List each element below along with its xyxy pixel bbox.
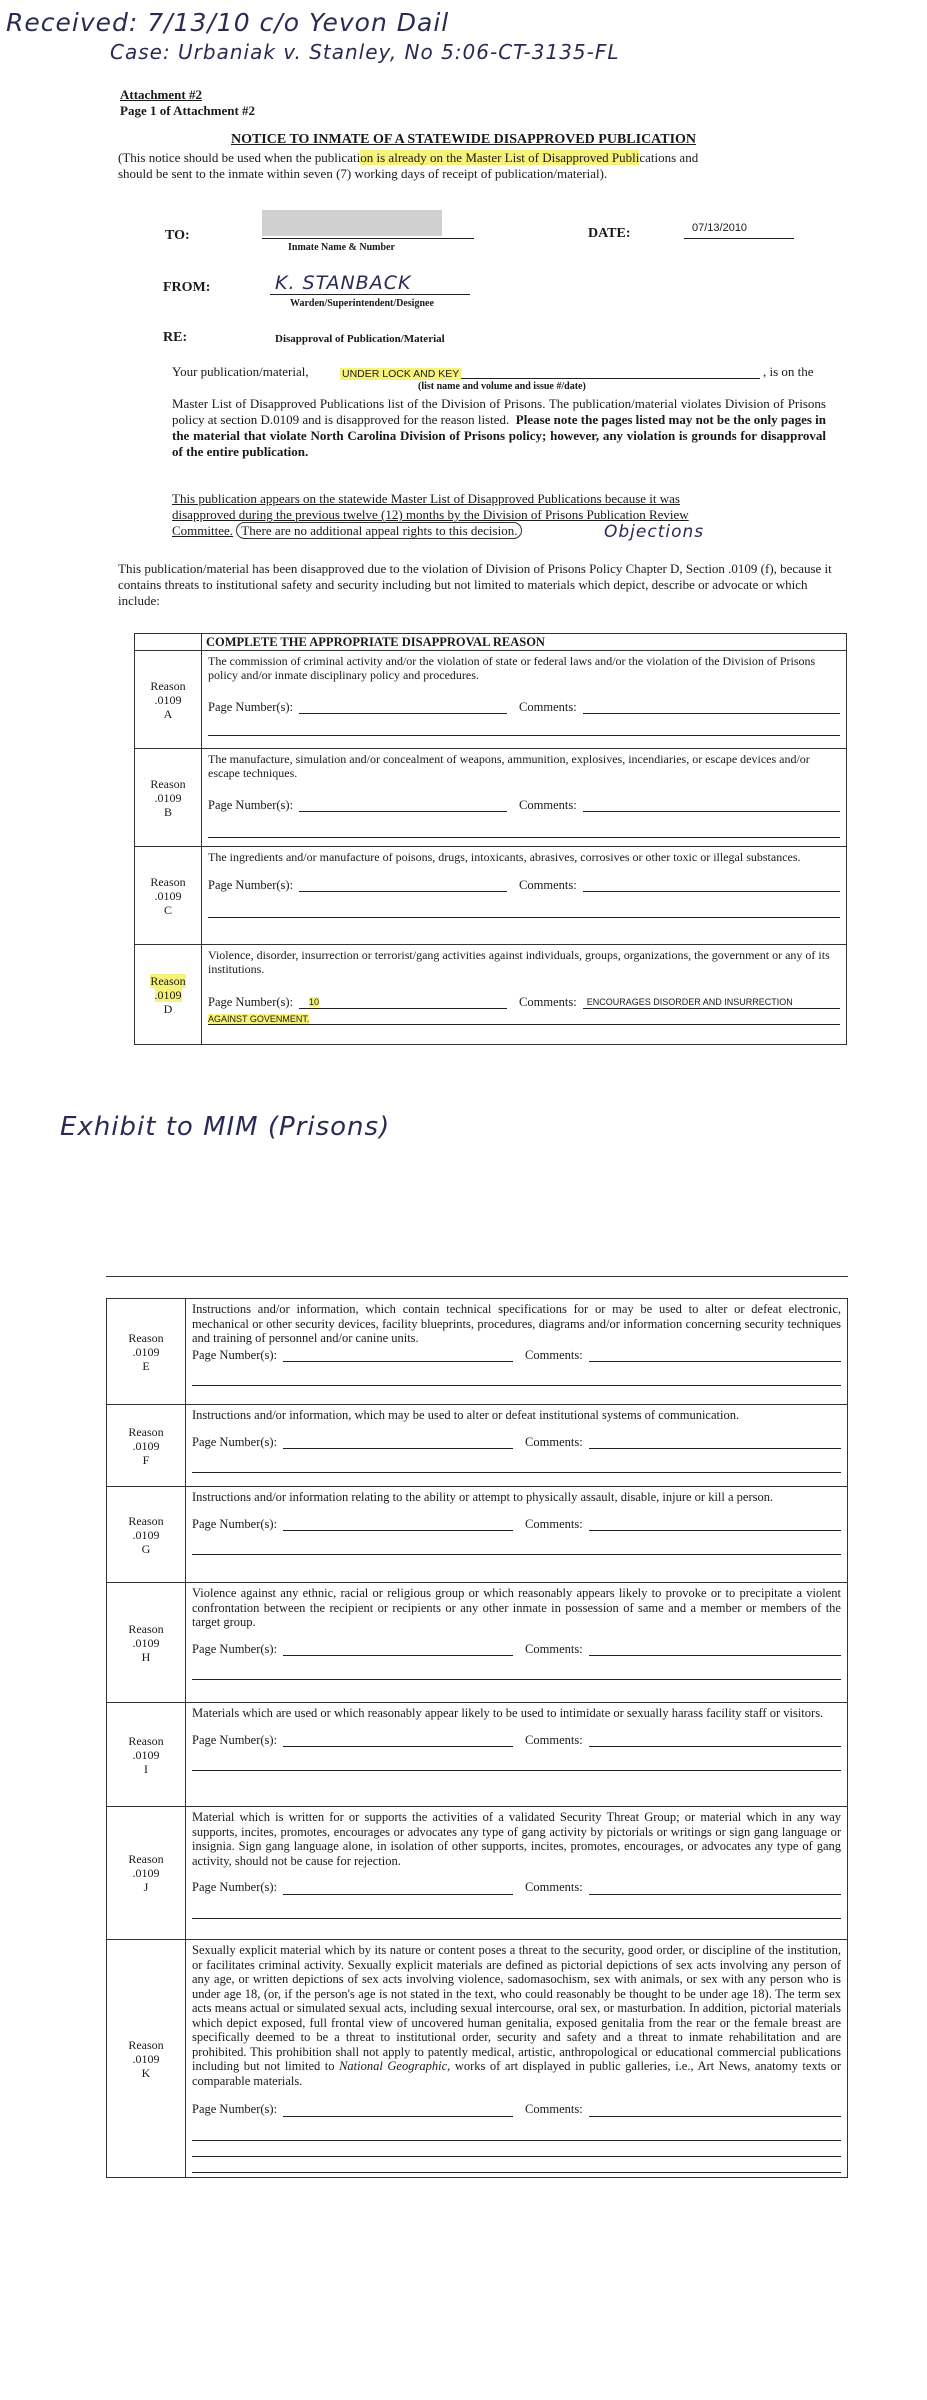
attachment-page: Page 1 of Attachment #2: [120, 103, 256, 118]
page-numbers-field-c[interactable]: [299, 879, 507, 892]
subtitle-text-end: cations and: [639, 150, 699, 165]
comments-label: Comments:: [519, 878, 577, 892]
from-signature: K. STANBACK: [275, 272, 412, 294]
attachment-label: Attachment #2: [120, 87, 202, 102]
page-numbers-field-f[interactable]: [283, 1436, 513, 1449]
page-numbers-label: Page Number(s):: [192, 1516, 278, 1531]
reason-row-f: [107, 1405, 848, 1487]
comments-field-c[interactable]: [583, 879, 840, 892]
re-value: Disapproval of Publication/Material: [275, 333, 445, 345]
to-label: TO:: [165, 228, 190, 243]
reason-row-i: [107, 1703, 848, 1807]
reason-text-after-k: works of art displayed in public galleries, i.e., Art News, anatomy texts or comparable materials.: [192, 2059, 842, 2088]
comments-line-j[interactable]: [192, 1905, 841, 1919]
comments-label: Comments:: [525, 1516, 583, 1531]
reason-text-g: Instructions and/or information relating to the ability or attempt to physically assault, disable, injure or kill a person.: [192, 1490, 774, 1504]
pub-caption: (list name and volume and issue #/date): [418, 381, 586, 392]
page-numbers-field-a[interactable]: [299, 701, 507, 714]
reason-code-j: Reason .0109 J: [107, 1807, 186, 1940]
comments-line-e[interactable]: [192, 1372, 841, 1386]
handwritten-received-note: Received: 7/13/10 c/o Yevon Dail: [6, 8, 450, 37]
comments-field-b[interactable]: [583, 799, 840, 812]
comments-label: Comments:: [525, 1880, 583, 1894]
reason-row-j: [107, 1807, 848, 1940]
from-line: [270, 294, 470, 295]
reason-row-e: [107, 1299, 848, 1405]
page-numbers-label: Page Number(s):: [192, 1434, 278, 1449]
pub-value: UNDER LOCK AND KEY: [342, 368, 460, 380]
page-numbers-label: Page Number(s):: [192, 1641, 278, 1656]
page-numbers-label: Page Number(s):: [192, 2102, 278, 2116]
page-numbers-label: Page Number(s):: [192, 1732, 278, 1747]
comments-value-d-2: AGAINST GOVENMENT.: [208, 1014, 310, 1024]
comments-line-g[interactable]: [192, 1541, 841, 1555]
comments-label: Comments:: [525, 1347, 583, 1362]
reason-text-h: Violence against any ethnic, racial or religious group or which reasonably appears likely to provoke or to precipitate a violent confrontation between the recipient or recipients or any other inmate in possession of same and a member or members of the target group.: [192, 1586, 841, 1629]
redacted-inmate-name: [262, 210, 442, 236]
comments-field-f[interactable]: [589, 1436, 841, 1449]
comments-field-d[interactable]: [583, 994, 840, 1009]
reason-row-k: [107, 1940, 848, 2178]
comments-field-h[interactable]: [589, 1643, 841, 1656]
from-label: FROM:: [163, 280, 211, 295]
pub-line: [340, 364, 760, 379]
reason-code-c: Reason .0109 C: [135, 847, 202, 945]
reason-text-k: Sexually explicit material which by its nature or content poses a threat to the security, good order, or discipline of the institution, or facilitates criminal activity. Sexually explicit materials are defined as pictorial depictions of sex acts involving any person of any age, or written depictions of sex acts involving violence, sadomasochism, sex with animals, or sex with any person who is under age 18, (or, if the person's age is not stated in the text, who could reasonably be thought to be under age 18). The term sex acts means actual or simulated sexual acts, including sexual intercourse, oral sex, or masturbation. In addition, pictorial materials which depict exposed, full frontal view of uncovered human genitalia, exposed genitalia from the rear or the female breast are specifically deemed to be a threat to institutional order, security and safety and a threat to inmate rehabilitation and are prohibited. This prohibition shall not apply to patently medical, artistic, anthropological or educational commercial publications including but not limited to: [192, 1943, 841, 2073]
page-numbers-field-h[interactable]: [283, 1643, 513, 1656]
date-value: 07/13/2010: [692, 222, 748, 234]
reason-code-d: Reason .0109 D: [135, 945, 202, 1045]
notice-subtitle: [118, 150, 838, 182]
subtitle-line2: should be sent to the inmate within seven (7) working days of receipt of publication/material).: [118, 166, 608, 181]
reason-code-i: Reason .0109 I: [107, 1703, 186, 1807]
inmate-line: [262, 238, 474, 239]
comments-field-a[interactable]: [583, 701, 840, 714]
table-header: COMPLETE THE APPROPRIATE DISAPPROVAL REASON: [202, 634, 847, 651]
comments-label: Comments:: [519, 798, 577, 812]
paragraph-disapproved-reason: This publication/material has been disapproved due to the violation of Division of Prisons Policy Chapter D, Section .0109 (f), because it contains threats to institutional safety and security including but not limited to materials which depict, describe or advocate or which include:: [118, 561, 832, 608]
comments-field-k[interactable]: [589, 2104, 841, 2117]
comments-line-c[interactable]: [208, 904, 840, 918]
pub-suffix: , is on the: [763, 364, 814, 379]
reason-row-b: [135, 749, 847, 847]
reason-row-d: [135, 945, 847, 1045]
reason-text-e: Instructions and/or information, which contain technical specifications for or may be used to alter or defeat electronic, mechanical or other security devices, facility blueprints, procedures, diagrams and/or information concerning security techniques and training of personnel and/or canine units.: [192, 1302, 841, 1345]
reason-text-i: Materials which are used or which reasonably appear likely to be used to intimidate or sexually harass facility staff or visitors.: [192, 1706, 824, 1720]
comments-field-g[interactable]: [589, 1518, 841, 1531]
reason-code-a: Reason .0109 A: [135, 651, 202, 749]
page-numbers-field-b[interactable]: [299, 799, 507, 812]
page-numbers-value-d: 10: [309, 997, 320, 1007]
pub-prefix: Your publication/material,: [172, 364, 309, 379]
comments-line-k[interactable]: [192, 2127, 841, 2141]
handwritten-objections: Objections: [604, 522, 705, 542]
page-numbers-field-g[interactable]: [283, 1518, 513, 1531]
comments-label: Comments:: [519, 995, 577, 1009]
reason-text-j: Material which is written for or supports the activities of a validated Security Threat Group; or material which in any way supports, incites, promotes, encourages or advocates any type of gang activity by pictorials or writings or sign gang language or insignia. Sign gang language alone, in isolation of other supports, incites, promotes, encourages, or advocates any type of gang activity, should not be cause for rejection.: [192, 1810, 841, 1868]
page-numbers-label: Page Number(s):: [208, 700, 294, 714]
page-numbers-field-j[interactable]: [283, 1882, 513, 1895]
reason-code-k: Reason .0109 K: [107, 1940, 186, 2178]
date-label: DATE:: [588, 226, 631, 241]
comments-label: Comments:: [525, 1434, 583, 1449]
reason-text-d: Violence, disorder, insurrection or terrorist/gang activities against individuals, groups, organizations, the government or any of its institutions.: [208, 948, 830, 976]
comments-field-j[interactable]: [589, 1882, 841, 1895]
notice-title: NOTICE TO INMATE OF A STATEWIDE DISAPPROVED PUBLICATION: [230, 132, 697, 147]
reason-text-a: The commission of criminal activity and/or the violation of state or federal laws and/or the violation of the Division of Prisons policy and/or inmate disciplinary policy and procedures.: [208, 654, 816, 682]
reason-text-italic-k: National Geographic,: [339, 2059, 451, 2073]
warden-caption: Warden/Superintendent/Designee: [290, 298, 434, 309]
reason-row-c: [135, 847, 847, 945]
page-numbers-label: Page Number(s):: [192, 1347, 278, 1362]
page-numbers-label: Page Number(s):: [192, 1880, 278, 1894]
comments-label: Comments:: [525, 2102, 583, 2116]
handwritten-case-note: Case: Urbaniak v. Stanley, No 5:06-CT-3135-FL: [110, 40, 620, 64]
page-numbers-field-k[interactable]: [283, 2104, 513, 2117]
page-numbers-label: Page Number(s):: [208, 878, 294, 892]
reason-text-f: Instructions and/or information, which may be used to alter or defeat institutional systems of communication.: [192, 1408, 740, 1422]
comments-label: Comments:: [525, 1641, 583, 1656]
page-numbers-label: Page Number(s):: [208, 995, 294, 1009]
comments-label: Comments:: [519, 700, 577, 714]
re-label: RE:: [163, 330, 188, 345]
date-line: [684, 238, 794, 239]
comments-line-a[interactable]: [208, 722, 840, 736]
page-numbers-field-i[interactable]: [283, 1734, 513, 1747]
disapproval-table-1: [134, 633, 847, 1045]
paragraph-master-list-bold: Please note the pages listed may not be the only pages in the material that violate North Carolina Division of Prisons policy; however, any violation is grounds for disapproval of the entire publication.: [172, 412, 827, 459]
comments-field-e[interactable]: [589, 1349, 841, 1362]
comments-value-d: ENCOURAGES DISORDER AND INSURRECTION: [586, 997, 793, 1007]
comments-line-k-3[interactable]: [192, 2159, 841, 2173]
page-numbers-field-e[interactable]: [283, 1349, 513, 1362]
disapproval-table-2: [106, 1298, 848, 2178]
reason-code-h: Reason .0109 H: [107, 1583, 186, 1703]
subtitle-text: (This notice should be used when the publicati: [118, 150, 361, 165]
subtitle-highlight: on is already on the Master List of Disapproved Publi: [360, 150, 640, 165]
reason-text-b: The manufacture, simulation and/or concealment of weapons, ammunition, explosives, incendiaries, or escape devices and/or escape techniques.: [208, 752, 810, 780]
comments-line-i[interactable]: [192, 1757, 841, 1771]
handwritten-exhibit-note: Exhibit to MIM (Prisons): [60, 1112, 391, 1142]
paragraph-statewide-underlined: This publication appears on the statewide Master List of Disapproved Publications because it was disapproved during the previous twelve (12) months by the Division of Prisons Publication Review Committee.: [172, 491, 689, 538]
reason-row-g: [107, 1487, 848, 1583]
comments-label: Comments:: [525, 1732, 583, 1747]
reason-code-f: Reason .0109 F: [107, 1405, 186, 1487]
reason-text-c: The ingredients and/or manufacture of poisons, drugs, intoxicants, abrasives, corrosives or other toxic or illegal substances.: [208, 850, 801, 864]
comments-line-d[interactable]: [208, 1011, 840, 1025]
page-numbers-label: Page Number(s):: [208, 798, 294, 812]
reason-code-e: Reason .0109 E: [107, 1299, 186, 1405]
paragraph-statewide-circled: There are no additional appeal rights to this decision.: [236, 522, 522, 539]
paragraph-master-list-text: Master List of Disapproved Publications list of the Division of Prisons. The publication/material violates Division of Prisons policy at section D.0109 and is disapproved for the reason listed.: [172, 396, 826, 427]
paragraph-master-list: [172, 396, 826, 460]
comments-field-i[interactable]: [589, 1734, 841, 1747]
comments-line-h[interactable]: [192, 1666, 841, 1680]
reason-code-g: Reason .0109 G: [107, 1487, 186, 1583]
reason-code-b: Reason .0109 B: [135, 749, 202, 847]
comments-line-f[interactable]: [192, 1459, 841, 1473]
comments-line-b[interactable]: [208, 824, 840, 838]
inmate-caption: Inmate Name & Number: [288, 242, 395, 253]
comments-line-k-2[interactable]: [192, 2143, 841, 2157]
reason-row-a: [135, 651, 847, 749]
reason-row-h: [107, 1583, 848, 1703]
page-numbers-field-d[interactable]: [299, 994, 507, 1009]
page2-top-rule: [106, 1276, 848, 1277]
